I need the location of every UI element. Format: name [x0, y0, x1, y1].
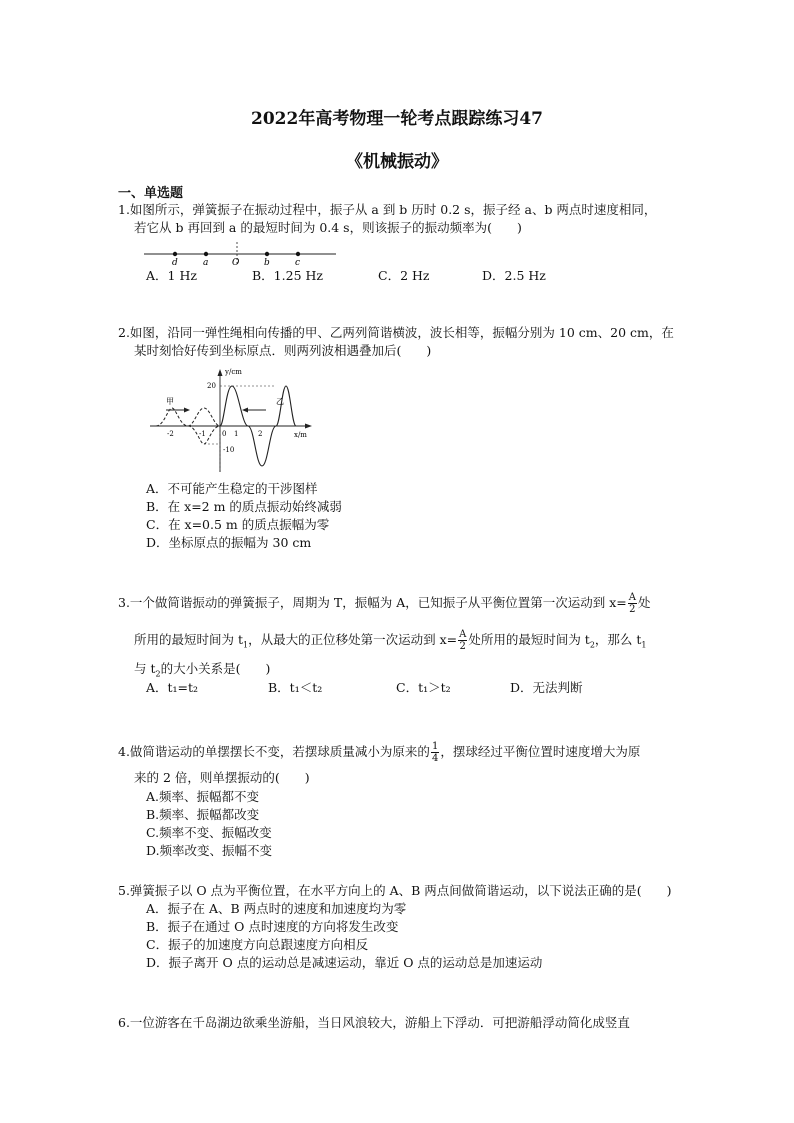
q1-option-c: C．2 Hz — [378, 268, 430, 283]
q1-option-a: A．1 Hz — [146, 268, 197, 283]
q3-sub-1: 1 — [243, 640, 249, 650]
page-title: 2022年高考物理一轮考点跟踪练习47 — [251, 109, 543, 129]
q4-text-a: 4.做简谐运动的单摆摆长不变，若摆球质量减小为原来的 — [118, 744, 430, 759]
q1-label-d: d — [172, 258, 178, 266]
q6-line1: 6.一位游客在千岛湖边欲乘坐游船，当日风浪较大，游船上下浮动．可把游船浮动简化成竖直 — [118, 1015, 630, 1030]
q3-fraction-2 — [458, 629, 467, 652]
q2-xtick-2: 2 — [258, 430, 263, 438]
q3-frac1-den: 2 — [629, 604, 636, 615]
q4-frac-den: 4 — [431, 753, 439, 764]
q3-text-d: ，从最大的正位移处第一次运动到 x= — [248, 632, 458, 647]
q5-option-c: C．振子的加速度方向总跟速度方向相反 — [146, 937, 369, 952]
q5-option-d: D．振子离开 O 点的运动总是减速运动，靠近 O 点的运动总是加速运动 — [146, 955, 543, 970]
q3-text-a: 3.一个做简谐振动的弹簧振子，周期为 T，振幅为 A，已知振子从平衡位置第一次运动到 x= — [118, 595, 627, 610]
q2-xtick-m1: -1 — [199, 430, 206, 438]
q3-sub-3: 1 — [641, 640, 647, 650]
q4-option-b: B.频率、振幅都改变 — [146, 807, 260, 822]
page-subtitle: 《机械振动》 — [346, 152, 448, 172]
q4-text-b: ，摆球经过平衡位置时速度增大为原 — [440, 744, 641, 759]
q3-text-h: 的大小关系是( ) — [160, 661, 271, 676]
q3-option-c: C．t₁＞t₂ — [396, 680, 451, 695]
q1-point-c — [296, 252, 300, 256]
q4-line1 — [118, 741, 640, 764]
q2-arrow-b-head — [242, 408, 248, 413]
q2-option-d: D．坐标原点的振幅为 30 cm — [146, 535, 312, 550]
section-heading: 一、单选题 — [118, 186, 184, 201]
q2-wave-figure — [146, 364, 316, 476]
q3-text-f: ，那么 t — [594, 632, 642, 647]
q4-option-c: C.频率不变、振幅改变 — [146, 825, 272, 840]
q2-y-arrow — [218, 369, 223, 376]
q2-option-b: B．在 x=2 m 的质点振动始终减弱 — [146, 499, 342, 514]
q2-line1: 2.如图，沿同一弹性绳相向传播的甲、乙两列简谐横波，波长相等，振幅分别为 10 cm、20 cm，在 — [118, 325, 674, 340]
q3-line2 — [134, 629, 647, 655]
q2-xtick-0: 0 — [222, 430, 227, 438]
q2-y-label: y/cm — [225, 368, 242, 376]
q1-line-diagram — [140, 240, 340, 266]
q2-ytick-20: 20 — [207, 382, 216, 390]
q3-frac2-num: A — [459, 629, 467, 640]
q1-label-o: O — [232, 258, 240, 266]
q3-frac1-num: A — [628, 592, 636, 603]
q4-option-a: A.频率、振幅都不变 — [146, 789, 260, 804]
q3-option-b: B．t₁＜t₂ — [268, 680, 323, 695]
q1-label-b: b — [264, 258, 270, 266]
q1-point-d — [173, 252, 177, 256]
q3-frac2-den: 2 — [459, 641, 466, 652]
q5-line1: 5.弹簧振子以 O 点为平衡位置，在水平方向上的 A、B 两点间做简谐运动，以下说法正确的是( ) — [118, 883, 672, 898]
q1-point-b — [265, 252, 269, 256]
q1-option-d: D．2.5 Hz — [482, 268, 546, 283]
q1-line1: 1.如图所示，弹簧振子在振动过程中，振子从 a 到 b 历时 0.2 s，振子经 a、b 两点时速度相同， — [118, 202, 657, 217]
q2-xtick-1: 1 — [234, 430, 239, 438]
q2-x-arrow — [305, 424, 312, 429]
q2-x-label: x/m — [294, 431, 307, 439]
q5-option-b: B．振子在通过 O 点时速度的方向将发生改变 — [146, 919, 399, 934]
q3-line1 — [118, 592, 651, 615]
q1-label-a: a — [203, 258, 209, 266]
q3-text-c: 所用的最短时间为 t — [134, 632, 243, 647]
q1-line2: 若它从 b 再回到 a 的最短时间为 0.4 s，则该振子的振动频率为( ) — [134, 220, 522, 235]
q2-label-jia: 甲 — [166, 397, 174, 406]
q3-option-a: A．t₁=t₂ — [146, 680, 199, 695]
q3-option-d: D．无法判断 — [510, 680, 583, 695]
q2-label-yi: 乙 — [276, 397, 284, 406]
q3-text-g: 与 t — [134, 661, 156, 676]
q1-label-c: c — [295, 258, 301, 266]
q2-option-a: A．不可能产生稳定的干涉图样 — [146, 481, 318, 496]
q1-option-b: B．1.25 Hz — [252, 268, 323, 283]
q4-fraction — [431, 741, 439, 764]
q2-wave-a-extra — [188, 408, 220, 426]
q2-option-c: C．在 x=0.5 m 的质点振幅为零 — [146, 517, 330, 532]
q2-line2: 某时刻恰好传到坐标原点．则两列波相遇叠加后( ) — [134, 343, 432, 358]
q2-arrow-a-head — [184, 408, 190, 413]
q4-line2: 来的 2 倍，则单摆振动的( ) — [134, 770, 310, 785]
q1-point-a — [204, 252, 208, 256]
q2-ytick-10: -10 — [223, 446, 235, 454]
q3-sub-4: 2 — [155, 669, 161, 679]
q3-text-b: 处 — [637, 595, 651, 610]
q3-fraction-1 — [628, 592, 637, 615]
q3-text-e: 处所用的最短时间为 t — [468, 632, 590, 647]
q4-option-d: D.频率改变、振幅不变 — [146, 843, 273, 858]
q4-frac-num: 1 — [431, 741, 439, 752]
q5-option-a: A．振子在 A、B 两点时的速度和加速度均为零 — [146, 901, 407, 916]
q2-xtick-m2: -2 — [167, 430, 174, 438]
q3-sub-2: 2 — [589, 640, 595, 650]
